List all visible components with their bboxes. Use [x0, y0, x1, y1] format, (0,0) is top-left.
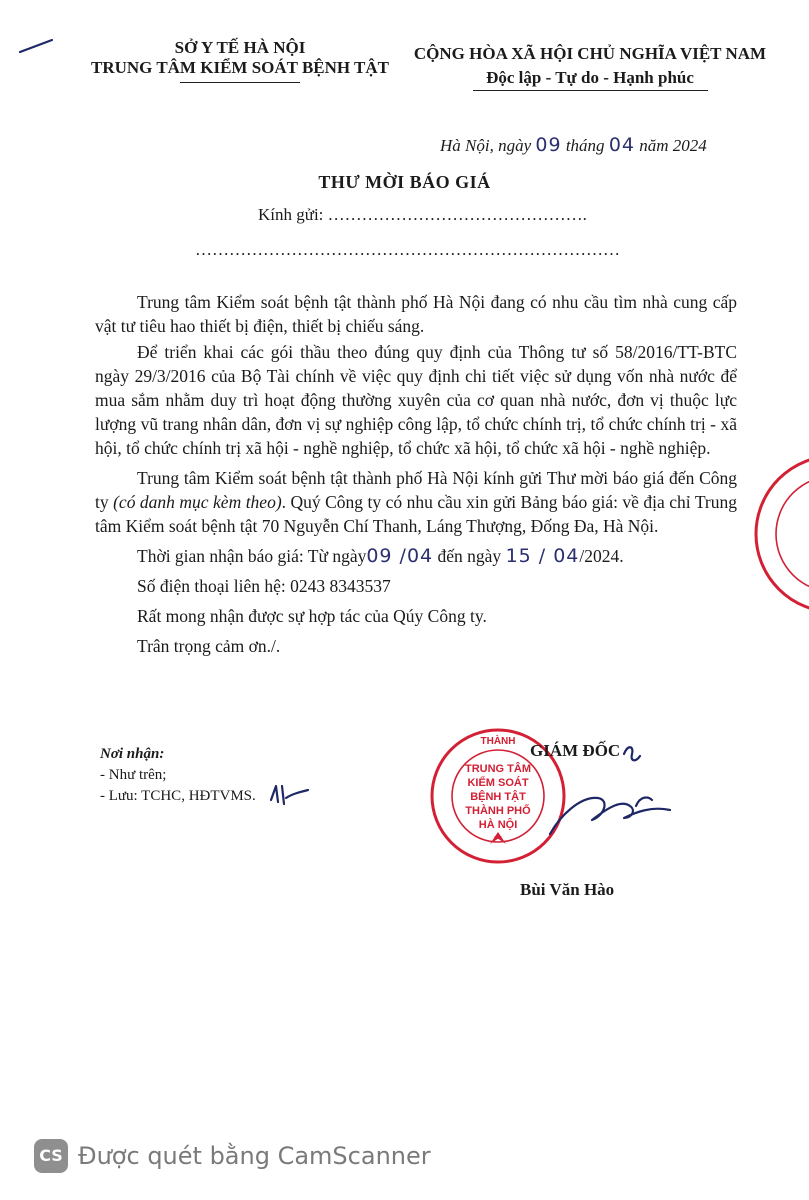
paragraph-invitation	[95, 466, 737, 538]
addressee-label: Kính gửi:	[258, 205, 324, 224]
invitation-italic: (có danh mục kèm theo)	[113, 492, 282, 512]
initials-mark	[268, 780, 310, 810]
motto: Độc lập - Tự do - Hạnh phúc	[486, 68, 694, 87]
stamp-line-4: THÀNH PHỐ	[465, 805, 531, 817]
period-from: 09 /04	[366, 545, 434, 567]
agency-header	[70, 38, 410, 83]
period-mid: đến ngày	[437, 546, 502, 566]
pen-mark	[18, 36, 54, 56]
paragraph-thanks: Trân trọng cảm ơn./.	[137, 636, 281, 656]
stamp-line-5: HÀ NỘI	[478, 819, 518, 831]
recipients-block	[100, 744, 256, 807]
period-to: 15 / 04	[505, 545, 580, 567]
letter-body	[95, 290, 737, 664]
scanner-watermark	[34, 1139, 431, 1173]
paragraph-phone: Số điện thoại liên hệ: 0243 8343537	[137, 576, 391, 596]
national-header	[400, 44, 780, 91]
paragraph-period	[95, 544, 737, 568]
date-prefix: Hà Nội, ngày	[440, 136, 532, 155]
period-suffix: /2024.	[579, 546, 624, 566]
addressee-dots-1: ……………………………………….	[327, 205, 587, 224]
paragraph-legal-basis: Để triển khai các gói thầu theo đúng quy định của Thông tư số 58/2016/TT-BTC ngày 29/3/2016 của Bộ Tài chính về việc quy định chi tiết việc sử dụng vốn nhà nước để mua sắm nhằm duy trì hoạt động thường xuyên của cơ quan nhà nước, đơn vị thuộc lực lượng vũ trang nhân dân, đơn vị sự nghiệp công lập, tổ chức chính trị, tổ chức chính trị - xã hội, tổ chức chính trị xã hội - nghề nghiệp, tổ chức xã hội, tổ chức xã hội - nghề nghiệp.	[95, 342, 737, 458]
date-month: 04	[608, 134, 635, 156]
addressee-line	[258, 205, 587, 225]
agency-name: TRUNG TÂM KIỂM SOÁT BỆNH TẬT	[90, 58, 390, 77]
period-prefix: Thời gian nhận báo giá: Từ ngày	[137, 546, 367, 566]
country-name: CỘNG HÒA XÃ HỘI CHỦ NGHĨA VIỆT NAM	[413, 44, 767, 63]
stamp-line-2: KIỂM SOÁT	[467, 777, 529, 789]
motto-underline	[473, 90, 708, 91]
stamp-line-1: TRUNG TÂM	[465, 763, 531, 775]
signer-name: Bùi Văn Hào	[520, 880, 615, 899]
director-signature	[540, 736, 680, 846]
agency-parent: SỞ Y TẾ HÀ NỘI	[174, 38, 306, 57]
paragraph-cooperation: Rất mong nhận được sự hợp tác của Qúy Công ty.	[137, 606, 487, 626]
recipients-line-2: - Lưu: TCHC, HĐTVMS.	[100, 788, 256, 804]
stamp-top-text: THÀNH	[480, 736, 516, 747]
recipients-title: Nơi nhận:	[100, 746, 165, 762]
date-month-label: tháng	[565, 136, 605, 155]
signature-title: GIÁM ĐỐC	[530, 741, 621, 760]
document-title: THƯ MỜI BÁO GIÁ	[318, 172, 491, 192]
recipients-line-1: - Như trên;	[100, 767, 167, 783]
agency-underline	[180, 82, 300, 83]
side-seal-stamp	[752, 452, 809, 617]
date-day: 09	[535, 134, 562, 156]
date-line	[440, 134, 707, 156]
stamp-line-3: BỆNH TẬT	[470, 791, 526, 803]
camscanner-logo-icon: CS	[34, 1139, 68, 1173]
date-year: năm 2024	[639, 136, 707, 155]
invitation-part-2: . Quý Công ty có nhu cầu xin gửi Bảng báo giá: về địa chỉ Trung tâm Kiểm soát bệnh tật 70 Nguyễn Chí Thanh, Láng Thượng, Đống Đa, Hà Nội.	[95, 492, 737, 536]
invitation-part-1: Trung tâm Kiểm soát bệnh tật thành phố Hà Nội kính gửi Thư mời báo giá đến Công ty	[95, 468, 737, 512]
paragraph-need: Trung tâm Kiểm soát bệnh tật thành phố Hà Nội đang có nhu cầu tìm nhà cung cấp vật tư tiêu hao thiết bị điện, thiết bị chiếu sáng.	[95, 292, 737, 336]
addressee-dots-2: …………………………………………………………………	[195, 240, 620, 259]
scanner-text: Được quét bằng CamScanner	[78, 1142, 431, 1170]
